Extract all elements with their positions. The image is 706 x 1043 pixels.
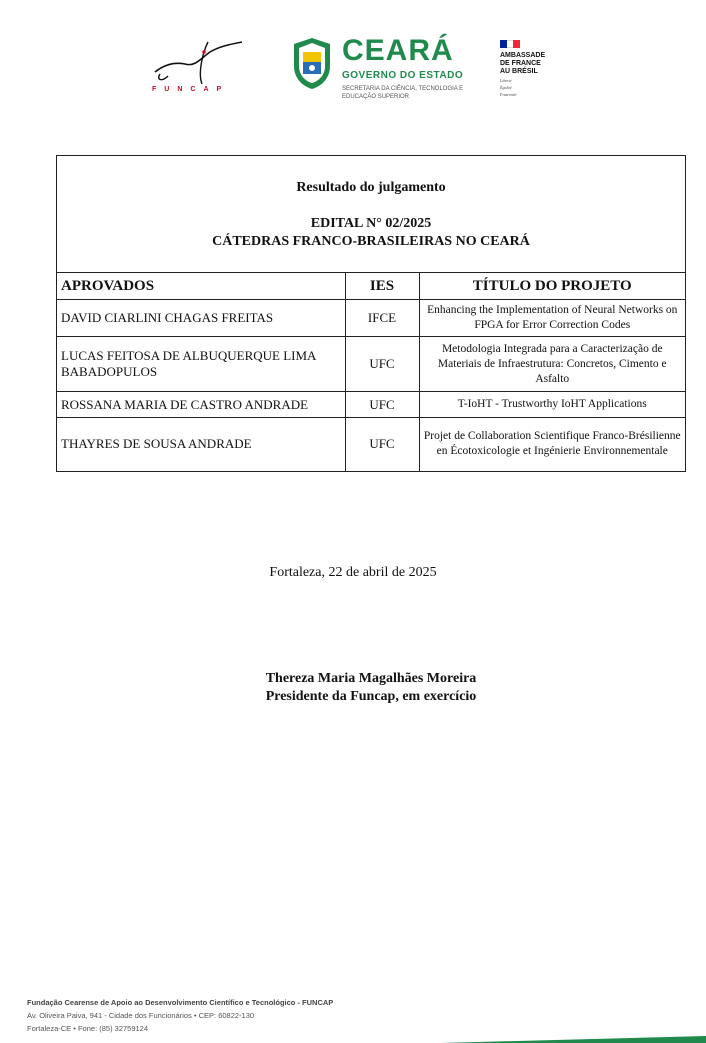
column-header-aprovados: APROVADOS xyxy=(57,273,345,300)
catedras-heading: CÁTEDRAS FRANCO-BRASILEIRAS NO CEARÁ xyxy=(212,234,530,249)
row-name: DAVID CIARLINI CHAGAS FREITAS xyxy=(57,300,345,337)
footer-green-bar xyxy=(440,1036,706,1043)
embassy-motto3: Fraternité xyxy=(500,92,517,97)
column-header-titulo: TÍTULO DO PROJETO xyxy=(419,273,685,300)
results-header xyxy=(57,156,685,273)
result-heading: Resultado do julgamento xyxy=(296,180,446,195)
signatory-name: Thereza Maria Magalhães Moreira xyxy=(265,671,477,686)
ceara-subtitle: GOVERNO DO ESTADO xyxy=(342,70,464,81)
ceara-shield-icon xyxy=(290,36,334,90)
embassy-line3: AU BRÉSIL xyxy=(500,68,538,75)
row-name: LUCAS FEITOSA DE ALBUQUERQUE LIMA BABADOPULOS xyxy=(57,337,345,392)
embassy-motto1: Liberté xyxy=(500,78,512,83)
table-row xyxy=(57,392,685,418)
row-ies: UFC xyxy=(345,337,419,392)
table-row xyxy=(57,337,685,392)
row-title: Metodologia Integrada para a Caracterização de Materiais de Infraestrutura: Concretos, Cimento e Asfalto xyxy=(419,337,685,392)
row-name: ROSSANA MARIA DE CASTRO ANDRADE xyxy=(57,392,345,418)
footer-contact: Fortaleza-CE • Fone: (85) 32759124 xyxy=(27,1024,149,1033)
footer xyxy=(27,996,333,1035)
row-title: T-IoHT - Trustworthy IoHT Applications xyxy=(419,392,685,418)
row-ies: UFC xyxy=(345,392,419,418)
row-title: Enhancing the Implementation of Neural Networks on FPGA for Error Correction Codes xyxy=(419,300,685,337)
footer-address: Av. Oliveira Paiva, 941 - Cidade dos Funcionários • CEP: 60822-130 xyxy=(27,1011,255,1020)
row-name: THAYRES DE SOUSA ANDRADE xyxy=(57,418,345,471)
ceara-logo xyxy=(290,36,470,106)
signatory-role: Presidente da Funcap, em exercício xyxy=(265,689,477,704)
table-header-row xyxy=(57,273,685,300)
footer-org: Fundação Cearense de Apoio ao Desenvolvimento Científico e Tecnológico - FUNCAP xyxy=(27,998,334,1007)
ceara-secretaria: SECRETARIA DA CIÊNCIA, TECNOLOGIA E EDUCAÇÃO SUPERIOR xyxy=(342,86,464,100)
document-date: Fortaleza, 22 de abril de 2025 xyxy=(269,565,437,580)
ceara-title: CEARÁ xyxy=(342,34,454,67)
funcap-wordmark: FUNCAP xyxy=(152,86,230,93)
row-ies: IFCE xyxy=(345,300,419,337)
results-table xyxy=(57,273,685,471)
row-title: Projet de Collaboration Scientifique Franco-Brésilienne en Écotoxicologie et Ingénierie Environnementale xyxy=(419,418,685,471)
table-row xyxy=(57,418,685,471)
column-header-ies: IES xyxy=(345,273,419,300)
embassy-logo xyxy=(500,40,580,100)
edital-heading: EDITAL N° 02/2025 xyxy=(310,216,432,231)
header-logos xyxy=(0,30,706,110)
row-ies: UFC xyxy=(345,418,419,471)
embassy-line2: DE FRANCE xyxy=(500,60,541,67)
funcap-swoosh-icon xyxy=(150,34,250,94)
embassy-line1: AMBASSADE xyxy=(500,52,546,59)
french-flag-icon xyxy=(500,40,520,48)
results-box xyxy=(56,155,686,472)
embassy-motto2: Égalité xyxy=(500,85,512,90)
table-row xyxy=(57,300,685,337)
